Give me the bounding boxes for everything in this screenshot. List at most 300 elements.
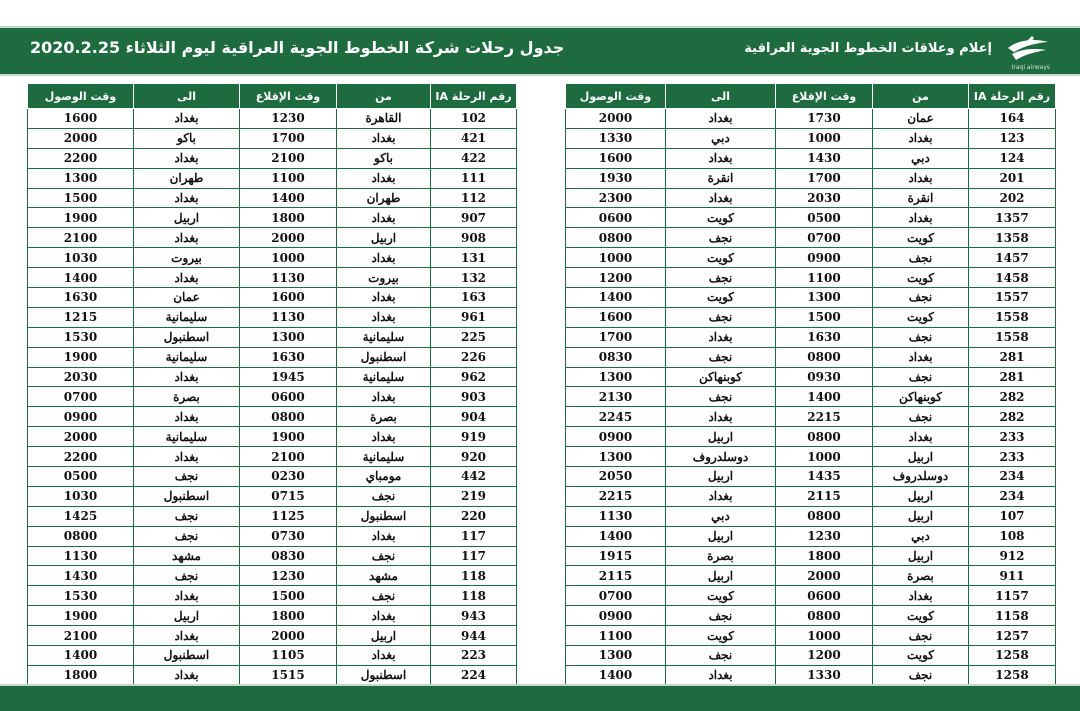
flight-number-cell: 226	[431, 347, 517, 367]
table-row	[28, 665, 517, 685]
flight-number-cell: 908	[431, 228, 517, 248]
arrival-time-cell: 1600	[566, 307, 666, 327]
table-row	[28, 586, 517, 606]
destination-cell: نجف	[666, 347, 776, 367]
departure-time-cell: 1000	[776, 128, 873, 148]
departure-time-cell: 1900	[240, 427, 337, 447]
origin-cell: بغداد	[337, 646, 431, 666]
departure-time-cell: 1435	[776, 467, 873, 487]
flight-number-cell: 234	[969, 486, 1056, 506]
origin-cell: نجف	[873, 327, 969, 347]
origin-cell: كويت	[873, 646, 969, 666]
departure-time-cell: 2000	[240, 228, 337, 248]
origin-cell: نجف	[873, 288, 969, 308]
flight-number-cell: 163	[431, 288, 517, 308]
destination-cell: سليمانية	[134, 427, 240, 447]
departure-time-cell: 1000	[776, 626, 873, 646]
departure-time-cell: 1730	[776, 109, 873, 129]
flight-number-cell: 920	[431, 447, 517, 467]
arrival-time-cell: 1900	[28, 347, 134, 367]
table-row	[28, 367, 517, 387]
destination-cell: اربيل	[666, 566, 776, 586]
arrival-time-cell: 1400	[28, 646, 134, 666]
origin-cell: اربيل	[873, 486, 969, 506]
table-row	[566, 347, 1056, 367]
table-row	[28, 228, 517, 248]
arrival-time-cell: 2000	[28, 128, 134, 148]
table-row	[28, 646, 517, 666]
table-row	[566, 447, 1056, 467]
col-header-flight-number: رقم الرحلة IA	[431, 84, 517, 109]
flight-number-cell: 225	[431, 327, 517, 347]
table-row	[566, 646, 1056, 666]
departure-time-cell: 1500	[776, 307, 873, 327]
flight-number-cell: 1557	[969, 288, 1056, 308]
flight-number-cell: 1558	[969, 327, 1056, 347]
arrival-time-cell: 0800	[566, 228, 666, 248]
destination-cell: دبي	[666, 128, 776, 148]
destination-cell: نجف	[666, 606, 776, 626]
origin-cell: مومباي	[337, 467, 431, 487]
destination-cell: كوبنهاكن	[666, 367, 776, 387]
arrival-time-cell: 0900	[566, 606, 666, 626]
origin-cell: نجف	[337, 546, 431, 566]
arrival-time-cell: 1500	[28, 188, 134, 208]
arrival-time-cell: 0900	[28, 407, 134, 427]
table-header-row	[28, 84, 517, 109]
destination-cell: نجف	[666, 646, 776, 666]
departure-time-cell: 0230	[240, 467, 337, 487]
departure-time-cell: 2100	[240, 447, 337, 467]
origin-cell: اربيل	[873, 447, 969, 467]
flight-number-cell: 1258	[969, 646, 1056, 666]
flight-number-cell: 281	[969, 367, 1056, 387]
table-row	[28, 387, 517, 407]
arrival-time-cell: 0600	[566, 208, 666, 228]
departure-time-cell: 1700	[776, 168, 873, 188]
header-bar	[0, 26, 1080, 76]
departure-time-cell: 1200	[776, 646, 873, 666]
destination-cell: باكو	[134, 128, 240, 148]
table-row	[566, 407, 1056, 427]
arrival-time-cell: 1030	[28, 486, 134, 506]
origin-cell: بصرة	[337, 407, 431, 427]
logo-caption: Iraqi airways	[1011, 64, 1050, 71]
arrival-time-cell: 1300	[566, 447, 666, 467]
destination-cell: بيروت	[134, 248, 240, 268]
table-row	[28, 427, 517, 447]
origin-cell: بغداد	[337, 128, 431, 148]
destination-cell: كويت	[666, 208, 776, 228]
flight-number-cell: 111	[431, 168, 517, 188]
flight-number-cell: 108	[969, 526, 1056, 546]
origin-cell: دوسلدروف	[873, 467, 969, 487]
destination-cell: اسطنبول	[134, 486, 240, 506]
flight-number-cell: 944	[431, 626, 517, 646]
destination-cell: بغداد	[134, 626, 240, 646]
flight-number-cell: 903	[431, 387, 517, 407]
arrival-time-cell: 1300	[566, 367, 666, 387]
flight-number-cell: 1257	[969, 626, 1056, 646]
destination-cell: بصرة	[666, 546, 776, 566]
destination-cell: اربيل	[134, 208, 240, 228]
table-row	[28, 307, 517, 327]
flight-number-cell: 117	[431, 526, 517, 546]
origin-cell: اسطنبول	[337, 347, 431, 367]
flight-number-cell: 961	[431, 307, 517, 327]
arrival-time-cell: 1900	[28, 606, 134, 626]
table-row	[566, 188, 1056, 208]
destination-cell: اسطنبول	[134, 646, 240, 666]
arrival-time-cell: 2130	[566, 387, 666, 407]
flight-number-cell: 112	[431, 188, 517, 208]
departure-time-cell: 1800	[776, 546, 873, 566]
col-header-arrival: وقت الوصول	[566, 84, 666, 109]
destination-cell: بصرة	[134, 387, 240, 407]
arrival-time-cell: 1300	[566, 646, 666, 666]
origin-cell: اربيل	[873, 506, 969, 526]
origin-cell: اسطنبول	[337, 665, 431, 685]
table-row	[566, 566, 1056, 586]
table-row	[566, 367, 1056, 387]
departure-time-cell: 1130	[240, 307, 337, 327]
destination-cell: بغداد	[134, 228, 240, 248]
origin-cell: نجف	[337, 586, 431, 606]
arrival-time-cell: 1430	[28, 566, 134, 586]
table-row	[28, 128, 517, 148]
origin-cell: بغداد	[337, 606, 431, 626]
table-row	[566, 208, 1056, 228]
destination-cell: نجف	[134, 467, 240, 487]
origin-cell: نجف	[873, 407, 969, 427]
departure-time-cell: 0715	[240, 486, 337, 506]
table-row	[566, 128, 1056, 148]
flight-number-cell: 1457	[969, 248, 1056, 268]
departure-time-cell: 1000	[240, 248, 337, 268]
flight-number-cell: 117	[431, 546, 517, 566]
destination-cell: اربيل	[666, 467, 776, 487]
departure-time-cell: 0800	[776, 506, 873, 526]
departure-time-cell: 0500	[776, 208, 873, 228]
arrival-time-cell: 1400	[566, 665, 666, 685]
arrival-time-cell: 1915	[566, 546, 666, 566]
table-row	[566, 387, 1056, 407]
arrival-time-cell: 1130	[566, 506, 666, 526]
arrival-time-cell: 2100	[28, 626, 134, 646]
table-row	[28, 486, 517, 506]
destination-cell: سليمانية	[134, 307, 240, 327]
table-row	[28, 447, 517, 467]
origin-cell: مشهد	[337, 566, 431, 586]
origin-cell: اربيل	[873, 546, 969, 566]
departure-time-cell: 1400	[776, 387, 873, 407]
origin-cell: بغداد	[337, 288, 431, 308]
departure-time-cell: 2215	[776, 407, 873, 427]
col-header-from: من	[337, 84, 431, 109]
departure-time-cell: 0600	[240, 387, 337, 407]
destination-cell: نجف	[666, 268, 776, 288]
origin-cell: كويت	[873, 307, 969, 327]
destination-cell: بغداد	[134, 407, 240, 427]
flight-number-cell: 911	[969, 566, 1056, 586]
table-row	[566, 228, 1056, 248]
destination-cell: طهران	[134, 168, 240, 188]
flight-number-cell: 223	[431, 646, 517, 666]
table-header-row	[566, 84, 1056, 109]
table-row	[566, 467, 1056, 487]
arrival-time-cell: 2030	[28, 367, 134, 387]
departure-time-cell: 1430	[776, 148, 873, 168]
departure-time-cell: 1230	[240, 109, 337, 129]
destination-cell: نجف	[666, 307, 776, 327]
arrival-time-cell: 1930	[566, 168, 666, 188]
origin-cell: بغداد	[337, 526, 431, 546]
departure-time-cell: 1330	[776, 665, 873, 685]
table-row	[566, 268, 1056, 288]
table-row	[28, 188, 517, 208]
col-header-from: من	[873, 84, 969, 109]
destination-cell: عمان	[134, 288, 240, 308]
origin-cell: بغداد	[337, 307, 431, 327]
arrival-time-cell: 2245	[566, 407, 666, 427]
table-row	[566, 526, 1056, 546]
flight-number-cell: 202	[969, 188, 1056, 208]
table-row	[566, 626, 1056, 646]
arrival-time-cell: 0830	[566, 347, 666, 367]
flight-number-cell: 904	[431, 407, 517, 427]
flight-number-cell: 1157	[969, 586, 1056, 606]
flight-number-cell: 164	[969, 109, 1056, 129]
arrival-time-cell: 1425	[28, 506, 134, 526]
origin-cell: بصرة	[873, 566, 969, 586]
arrival-time-cell: 1400	[566, 526, 666, 546]
flight-number-cell: 102	[431, 109, 517, 129]
col-header-to: الى	[666, 84, 776, 109]
departure-time-cell: 0800	[776, 606, 873, 626]
flight-number-cell: 1558	[969, 307, 1056, 327]
destination-cell: نجف	[134, 566, 240, 586]
arrival-time-cell: 0700	[566, 586, 666, 606]
departure-time-cell: 1800	[240, 606, 337, 626]
arrival-time-cell: 2200	[28, 148, 134, 168]
arrival-time-cell: 1600	[566, 148, 666, 168]
table-row	[28, 288, 517, 308]
origin-cell: طهران	[337, 188, 431, 208]
destination-cell: بغداد	[666, 148, 776, 168]
flight-number-cell: 124	[969, 148, 1056, 168]
arrival-time-cell: 1400	[566, 288, 666, 308]
flight-number-cell: 131	[431, 248, 517, 268]
destination-cell: بغداد	[134, 665, 240, 685]
origin-cell: بغداد	[873, 347, 969, 367]
flight-number-cell: 220	[431, 506, 517, 526]
table-row	[566, 546, 1056, 566]
schedule-table-right-body	[566, 109, 1056, 706]
origin-cell: بيروت	[337, 268, 431, 288]
page-title	[30, 38, 565, 57]
table-row	[566, 486, 1056, 506]
destination-cell: نجف	[134, 506, 240, 526]
destination-cell: نجف	[666, 387, 776, 407]
destination-cell: سليمانية	[134, 347, 240, 367]
departure-time-cell: 0700	[776, 228, 873, 248]
origin-cell: سليمانية	[337, 367, 431, 387]
departure-time-cell: 1945	[240, 367, 337, 387]
arrival-time-cell: 1900	[28, 208, 134, 228]
origin-cell: كويت	[873, 268, 969, 288]
origin-cell: كويت	[873, 228, 969, 248]
flight-number-cell: 201	[969, 168, 1056, 188]
arrival-time-cell: 1030	[28, 248, 134, 268]
table-row	[566, 327, 1056, 347]
departure-time-cell: 0800	[776, 427, 873, 447]
arrival-time-cell: 1200	[566, 268, 666, 288]
departure-time-cell: 1300	[240, 327, 337, 347]
arrival-time-cell: 2050	[566, 467, 666, 487]
departure-time-cell: 1400	[240, 188, 337, 208]
flight-number-cell: 233	[969, 447, 1056, 467]
origin-cell: كوبنهاكن	[873, 387, 969, 407]
table-row	[566, 307, 1056, 327]
arrival-time-cell: 2100	[28, 228, 134, 248]
arrival-time-cell: 1330	[566, 128, 666, 148]
col-header-departure: وقت الإقلاع	[776, 84, 873, 109]
arrival-time-cell: 2000	[28, 427, 134, 447]
flight-number-cell: 919	[431, 427, 517, 447]
arrival-time-cell: 0500	[28, 467, 134, 487]
destination-cell: نجف	[666, 228, 776, 248]
table-row	[28, 109, 517, 129]
col-header-departure: وقت الإقلاع	[240, 84, 337, 109]
table-row	[28, 168, 517, 188]
origin-cell: بغداد	[873, 586, 969, 606]
flight-number-cell: 943	[431, 606, 517, 626]
arrival-time-cell: 1130	[28, 546, 134, 566]
flight-number-cell: 1458	[969, 268, 1056, 288]
arrival-time-cell: 2300	[566, 188, 666, 208]
table-row	[28, 347, 517, 367]
origin-cell: اربيل	[337, 626, 431, 646]
arrival-time-cell: 1530	[28, 327, 134, 347]
departure-time-cell: 1230	[776, 526, 873, 546]
origin-cell: دبي	[873, 526, 969, 546]
departure-time-cell: 1700	[240, 128, 337, 148]
arrival-time-cell: 1215	[28, 307, 134, 327]
destination-cell: بغداد	[134, 188, 240, 208]
destination-cell: بغداد	[134, 367, 240, 387]
flight-number-cell: 282	[969, 407, 1056, 427]
origin-cell: سليمانية	[337, 447, 431, 467]
flight-number-cell: 233	[969, 427, 1056, 447]
schedule-table-left-body	[28, 109, 517, 706]
destination-cell: بغداد	[134, 109, 240, 129]
table-row	[28, 526, 517, 546]
departure-time-cell: 2115	[776, 486, 873, 506]
origin-cell: بغداد	[873, 208, 969, 228]
origin-cell: القاهرة	[337, 109, 431, 129]
origin-cell: نجف	[873, 367, 969, 387]
destination-cell: بغداد	[666, 665, 776, 685]
departure-time-cell: 1515	[240, 665, 337, 685]
departure-time-cell: 2000	[240, 626, 337, 646]
arrival-time-cell: 2115	[566, 566, 666, 586]
arrival-time-cell: 0700	[28, 387, 134, 407]
origin-cell: باكو	[337, 148, 431, 168]
departure-time-cell: 2100	[240, 148, 337, 168]
origin-cell: كويت	[873, 606, 969, 626]
departure-time-cell: 0600	[776, 586, 873, 606]
origin-cell: بغداد	[337, 427, 431, 447]
destination-cell: كويت	[666, 586, 776, 606]
destination-cell: بغداد	[134, 148, 240, 168]
origin-cell: اربيل	[337, 228, 431, 248]
origin-cell: اسطنبول	[337, 506, 431, 526]
arrival-time-cell: 1530	[28, 586, 134, 606]
table-row	[28, 208, 517, 228]
flight-number-cell: 912	[969, 546, 1056, 566]
arrival-time-cell: 1400	[28, 268, 134, 288]
table-row	[566, 586, 1056, 606]
table-row	[566, 606, 1056, 626]
destination-cell: اسطنبول	[134, 327, 240, 347]
col-header-flight-number: رقم الرحلة IA	[969, 84, 1056, 109]
arrival-time-cell: 2200	[28, 447, 134, 467]
origin-cell: دبي	[873, 148, 969, 168]
departure-time-cell: 0800	[776, 347, 873, 367]
flight-number-cell: 907	[431, 208, 517, 228]
origin-cell: بغداد	[337, 387, 431, 407]
top-margin	[0, 0, 1080, 26]
origin-cell: بغداد	[873, 128, 969, 148]
flight-number-cell: 1358	[969, 228, 1056, 248]
arrival-time-cell: 1100	[566, 626, 666, 646]
departure-time-cell: 0830	[240, 546, 337, 566]
origin-cell: عمان	[873, 109, 969, 129]
destination-cell: كويت	[666, 288, 776, 308]
table-row	[566, 148, 1056, 168]
departure-time-cell: 1500	[240, 586, 337, 606]
departure-time-cell: 1600	[240, 288, 337, 308]
table-row	[28, 327, 517, 347]
flight-number-cell: 421	[431, 128, 517, 148]
table-row	[566, 288, 1056, 308]
departure-time-cell: 0900	[776, 248, 873, 268]
departure-time-cell: 1630	[240, 347, 337, 367]
schedule-table-right	[565, 83, 1056, 706]
departure-time-cell: 1105	[240, 646, 337, 666]
schedule-table-left	[27, 83, 517, 706]
origin-cell: نجف	[873, 626, 969, 646]
footer-bar	[0, 684, 1080, 711]
departure-time-cell: 1130	[240, 268, 337, 288]
departure-time-cell: 1230	[240, 566, 337, 586]
origin-cell: سليمانية	[337, 327, 431, 347]
flight-number-cell: 118	[431, 566, 517, 586]
flight-number-cell: 281	[969, 347, 1056, 367]
flight-number-cell: 1258	[969, 665, 1056, 685]
table-row	[28, 268, 517, 288]
department-label: إعلام وعلاقات الخطوط الجوية العراقية	[744, 41, 992, 56]
destination-cell: بغداد	[666, 188, 776, 208]
destination-cell: بغداد	[134, 447, 240, 467]
arrival-time-cell: 0900	[566, 427, 666, 447]
departure-time-cell: 1630	[776, 327, 873, 347]
col-header-arrival: وقت الوصول	[28, 84, 134, 109]
departure-time-cell: 1300	[776, 288, 873, 308]
flight-number-cell: 1357	[969, 208, 1056, 228]
table-row	[566, 248, 1056, 268]
destination-cell: بغداد	[134, 586, 240, 606]
